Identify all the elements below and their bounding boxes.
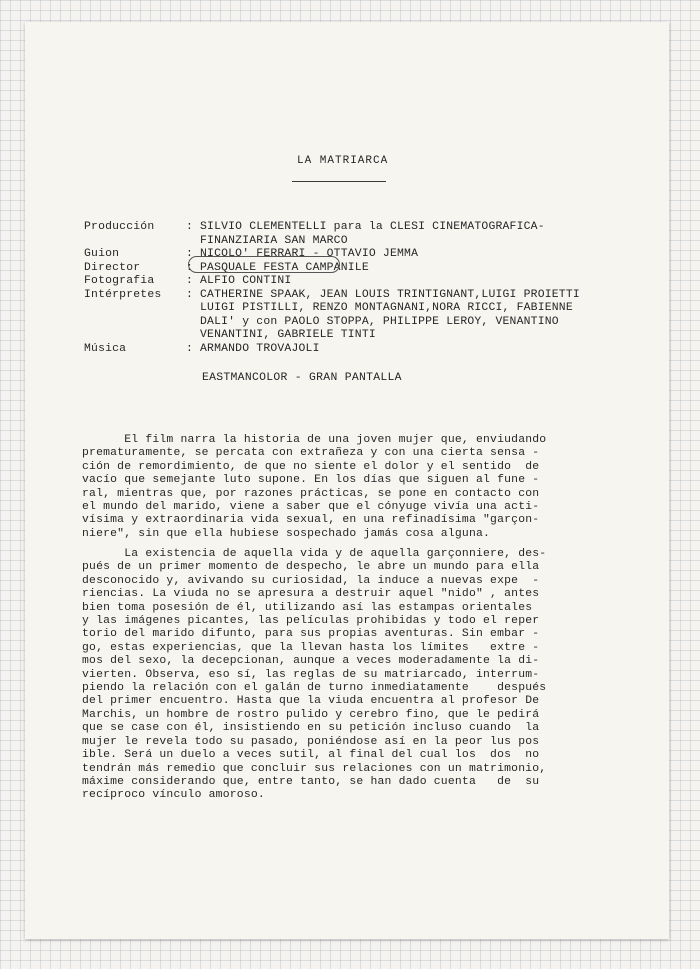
credit-value: VENANTINI, GABRIELE TINTI (200, 329, 376, 341)
credit-director (84, 262, 640, 276)
text-line: prematuramente, se percata con extrañeza y con una cierta sensa - (82, 447, 540, 460)
credit-values (200, 275, 640, 289)
credit-value: SILVIO CLEMENTELLI para la CLESI CINEMATOGRAFICA- (200, 221, 545, 233)
credit-label: Intérpretes (84, 288, 162, 301)
text-line: que se case con él, insistiendo en su petición incluso cuando la (82, 722, 540, 735)
credit-music (84, 343, 640, 357)
credit-value: CATHERINE SPAAK, JEAN LOUIS TRINTIGNANT,LUIGI PROIETTI (200, 288, 580, 301)
text-line: vierten. Observa, eso sí, las reglas de su matriarcado, interrum- (82, 668, 540, 681)
text-line: tendrán más remedio que concluir sus relaciones con un matrimonio, (82, 762, 547, 775)
director-circled-annotation (188, 256, 340, 273)
credit-colon: : (186, 342, 194, 355)
text-line: riencias. La viuda no se apresura a destruir aquel "nido" , antes (82, 588, 540, 601)
credit-label: Fotografia (84, 275, 155, 287)
text-line: bien toma posesión de él, utilizando así las estampas orientales (82, 601, 533, 614)
credit-colon: : (186, 288, 194, 301)
text-line: vacío que semejante luto supone. En los días que siguen al fune - (82, 474, 540, 487)
text-line: La existencia de aquella vida y de aquella garçonniere, des- (82, 548, 547, 560)
text-line: piendo la relación con el galán de turno inmediatamente después (82, 682, 547, 695)
synopsis-paragraph-1 (82, 434, 622, 541)
text-line: ral, mientras que, por razones prácticas, se pone en contacto con (82, 487, 540, 500)
credit-label: Producción (84, 221, 155, 233)
text-line: ible. Será un duelo a veces sutil, al final del cual los dos no (82, 749, 540, 762)
credit-label: Música (84, 342, 127, 355)
text-line: go, estas experiencias, que la llevan hasta los límites extre - (82, 641, 540, 654)
credit-colon: : (186, 261, 194, 274)
document-title: LA MATRIARCA (297, 155, 389, 167)
text-line: del primer encuentro. Hasta que la viuda encuentra al profesor De (82, 695, 540, 708)
format-line: EASTMANCOLOR - GRAN PANTALLA (202, 372, 402, 384)
text-line: y las imágenes picantes, las películas prohibidas y todo el reper (82, 615, 540, 628)
text-line: niere", sin que ella hubiese sospechado jamás cosa alguna. (82, 527, 491, 540)
text-line: vísima y extraordinaria vida sexual, en una refinadísima "garçon- (82, 514, 540, 527)
credit-colon: : (186, 221, 194, 233)
credit-values (200, 343, 640, 357)
text-line: desconocido y, avivando su curiosidad, la induce a nuevas expe - (82, 574, 540, 587)
title-underline (292, 181, 386, 182)
credit-photography (84, 275, 640, 289)
credit-value: NICOLO' FERRARI - OTTAVIO JEMMA (200, 248, 419, 260)
credit-cast (84, 289, 640, 343)
credit-value: ARMANDO TROVAJOLI (200, 342, 320, 355)
credit-value: PASQUALE FESTA CAMPANILE (200, 261, 369, 274)
text-line: mujer le revela todo su pasado, poniéndose así en la peor lus pos (82, 735, 540, 748)
text-line: pués de un primer momento de despecho, le abre un mundo para ella (82, 561, 540, 574)
text-line: recíproco vínculo amoroso. (82, 789, 265, 802)
credits-block (84, 221, 640, 356)
credit-colon: : (186, 275, 194, 287)
credit-value: FINANZIARIA SAN MARCO (200, 234, 348, 247)
text-line: Marchis, un hombre de rostro pulido y cerebro fino, que le pedirá (82, 708, 540, 721)
credit-screenplay (84, 248, 640, 262)
credit-value: ALFIO CONTINI (200, 275, 292, 287)
credit-label: Director (84, 261, 141, 274)
text-line: mos del sexo, la decepcionan, aunque a veces moderadamente la di- (82, 655, 540, 668)
credit-value: LUIGI PISTILLI, RENZO MONTAGNANI,NORA RICCI, FABIENNE (200, 302, 573, 314)
synopsis-paragraph-2 (82, 548, 622, 803)
text-line: El film narra la historia de una joven mujer que, enviudando (82, 434, 547, 446)
credit-colon: : (186, 248, 194, 260)
credit-production (84, 221, 640, 248)
credit-values (200, 221, 640, 248)
credit-value: DALI' y con PAOLO STOPPA, PHILIPPE LEROY, VENANTINO (200, 315, 559, 328)
credit-values (200, 289, 640, 343)
text-line: ción de remordimiento, de que no siente el dolor y el sentido de (82, 460, 540, 473)
credit-label: Guion (84, 248, 120, 260)
text-line: el mundo del marido, viene a saber que el cónyuge vivía una acti- (82, 501, 540, 514)
text-line: máxime considerando que, entre tanto, se han dado cuenta de su (82, 775, 540, 788)
text-line: torio del marido difunto, para sus propias aventuras. Sin embar - (82, 628, 540, 641)
